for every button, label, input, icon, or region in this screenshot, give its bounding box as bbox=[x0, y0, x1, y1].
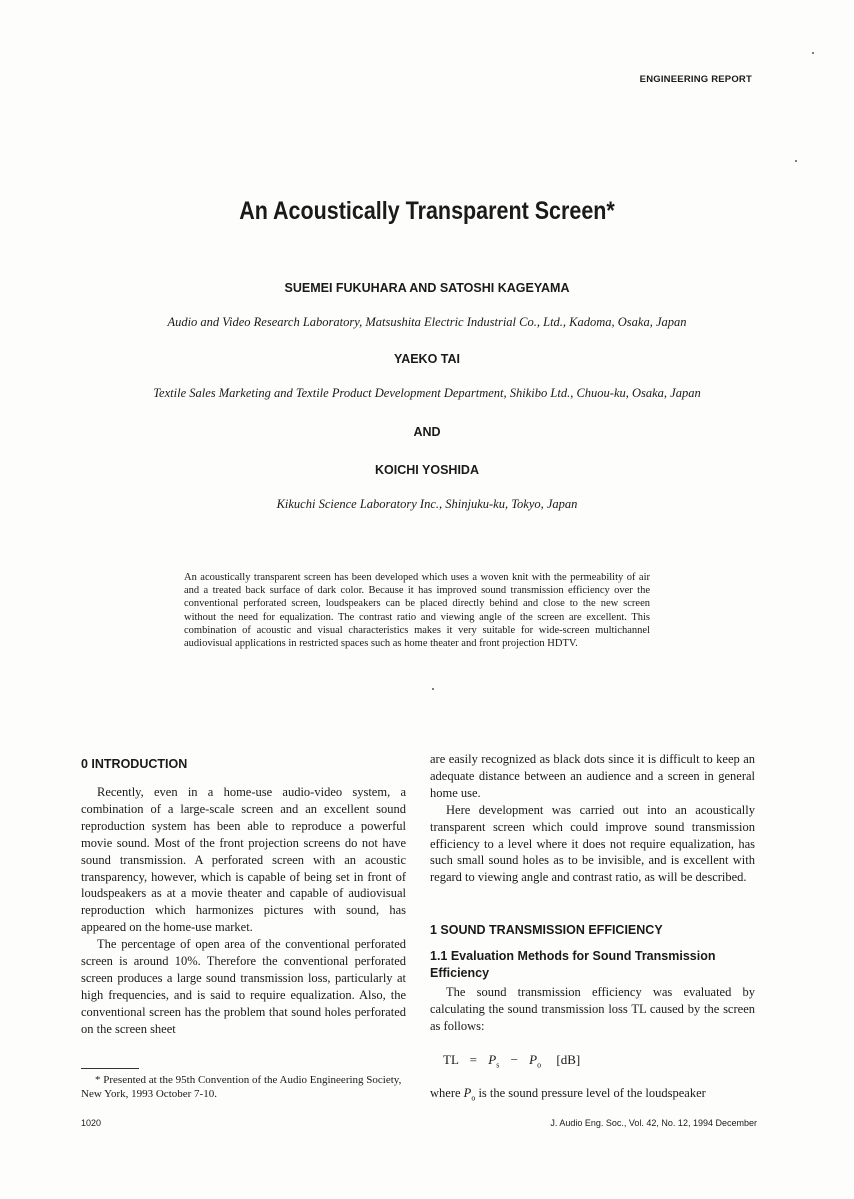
paragraph: The percentage of open area of the conventional perforated screen is around 10%. Therefore the conventional perforated screen produces a large sound transmission loss, particularly at high frequencies, and is said to require equalization. Also, the conventional screen has the problem that sound holes perforated on the screen sheet bbox=[81, 937, 406, 1036]
where-sub: o bbox=[471, 1093, 476, 1103]
equation-lhs: TL bbox=[443, 1052, 459, 1067]
equation-sub-s: s bbox=[496, 1060, 500, 1070]
subsection-heading-evaluation: 1.1 Evaluation Methods for Sound Transmission Efficiency bbox=[430, 949, 716, 980]
equation-var-ps: P bbox=[488, 1052, 497, 1067]
paragraph: The sound transmission efficiency was evaluated by calculating the sound transmission loss TL caused by the screen as follows: bbox=[430, 985, 755, 1033]
equation-equals: = bbox=[469, 1052, 477, 1067]
scan-speck bbox=[432, 688, 434, 690]
paragraph: Recently, even in a home-use audio-video system, a combination of a large-scale screen and an excellent sound reproduction system has been able to reproduce a powerful movie sound. Most of the front projection screens do not have sound transmission. A perforated screen with an acoustic transparency, however, which is capable of being set in front of loudspeakers as at a movie theater and capable of audiovisual reproduction which harmonizes pictures with sound, has appeared on the home-use market. bbox=[81, 785, 406, 935]
author-affiliation-2: Textile Sales Marketing and Textile Product Development Department, Shikibo Ltd., Chuou-ku, Osaka, Japan bbox=[153, 386, 701, 400]
section-heading-introduction: 0 INTRODUCTION bbox=[81, 757, 188, 771]
scan-speck bbox=[812, 52, 814, 54]
where-var: P bbox=[463, 1086, 472, 1100]
author-conjunction: AND bbox=[413, 425, 441, 439]
running-header: ENGINEERING REPORT bbox=[639, 74, 752, 85]
equation-sub-o: o bbox=[537, 1060, 542, 1070]
author-names-1: SUEMEI FUKUHARA AND SATOSHI KAGEYAMA bbox=[284, 281, 570, 295]
page-number: 1020 bbox=[81, 1118, 102, 1128]
where-rest: is the sound pressure level of the loudspeaker bbox=[478, 1086, 706, 1100]
where-line bbox=[430, 1085, 755, 1107]
author-affiliation-1: Audio and Video Research Laboratory, Matsushita Electric Industrial Co., Ltd., Kadoma, Osaka, Japan bbox=[167, 315, 687, 329]
journal-citation: J. Audio Eng. Soc., Vol. 42, No. 12, 1994 December bbox=[550, 1118, 757, 1128]
footnote-divider bbox=[81, 1068, 139, 1069]
equation-var-po: P bbox=[529, 1052, 538, 1067]
paragraph: are easily recognized as black dots since it is difficult to keep an adequate distance between an audience and a screen in general home use. bbox=[430, 752, 755, 800]
equation-minus: − bbox=[510, 1052, 518, 1067]
author-names-2: YAEKO TAI bbox=[394, 352, 460, 366]
method-paragraph-block bbox=[430, 984, 755, 1035]
where-word: where bbox=[430, 1086, 461, 1100]
footnote: * Presented at the 95th Convention of the Audio Engineering Society, New York, 1993 October 7-10. bbox=[81, 1074, 402, 1100]
right-column-body bbox=[430, 751, 755, 886]
scan-speck bbox=[795, 160, 797, 162]
paragraph: Here development was carried out into an acoustically transparent screen which could improve sound transmission efficiency to a level where it does not require equalization, has such small sound holes as to be invisible, and is excellent with regard to viewing angle and contrast ratio, as will be described. bbox=[430, 802, 755, 885]
author-names-3: KOICHI YOSHIDA bbox=[375, 463, 479, 477]
equation-transmission-loss bbox=[443, 1052, 580, 1070]
section-heading-sound-transmission: 1 SOUND TRANSMISSION EFFICIENCY bbox=[430, 923, 663, 937]
paper-title: An Acoustically Transparent Screen* bbox=[239, 197, 615, 225]
author-affiliation-3: Kikuchi Science Laboratory Inc., Shinjuku-ku, Tokyo, Japan bbox=[276, 497, 578, 511]
left-column-body bbox=[81, 784, 406, 1038]
abstract: An acoustically transparent screen has been developed which uses a woven knit with the permeability of air and a treated back surface of dark color. Because it has improved sound transmission efficiency over the conventional perforated screen, loudspeakers can be placed directly behind and close to the new screen without the need for equalization. The contrast ratio and viewing angle of the screen are excellent. This combination of acoustic and visual characteristics makes it very suitable for wide-screen multichannel audiovisual applications in restricted spaces such as home theater and front projection HDTV. bbox=[184, 572, 650, 650]
equation-unit: [dB] bbox=[556, 1052, 581, 1067]
